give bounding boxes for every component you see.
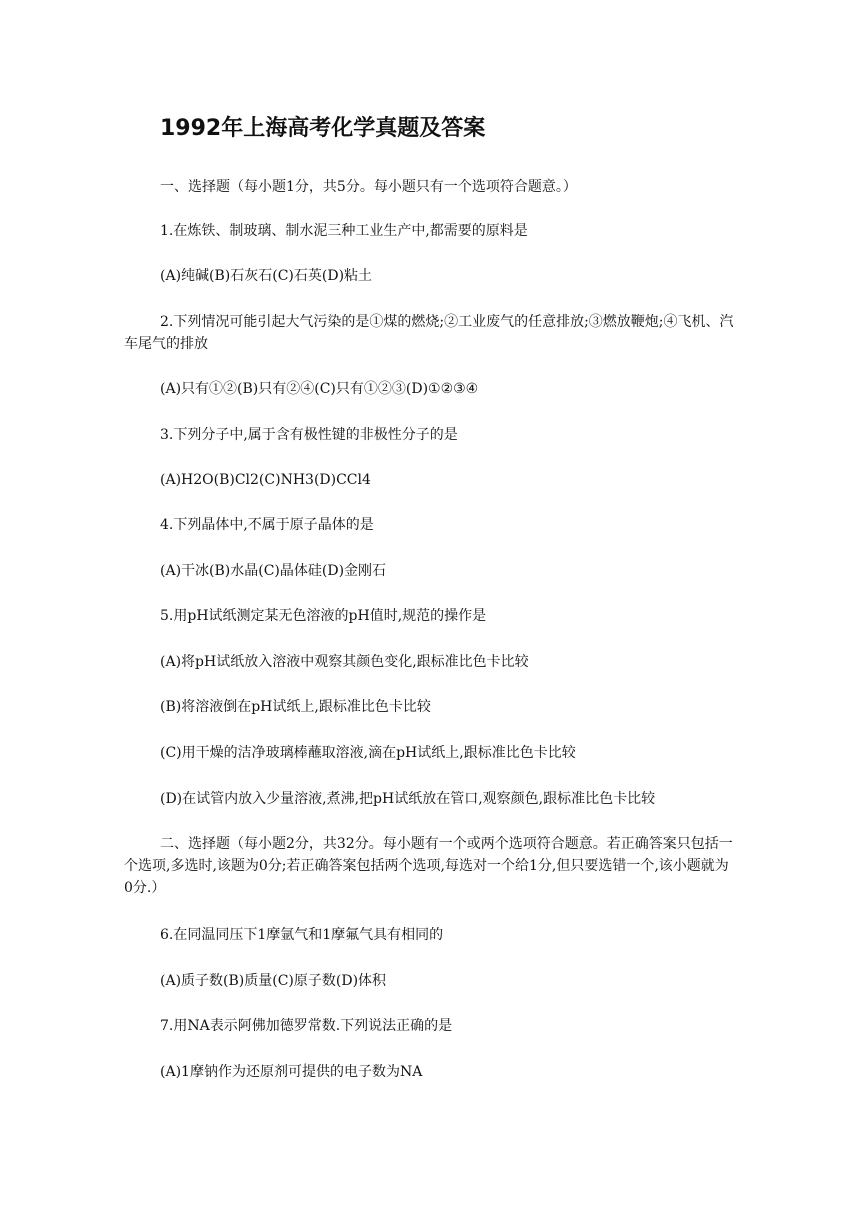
question-6: 6.在同温同压下1摩氩气和1摩氟气具有相同的 [160,927,444,943]
question-4-options: (A)干冰(B)水晶(C)晶体硅(D)金刚石 [160,563,387,579]
question-6-options: (A)质子数(B)质量(C)原子数(D)体积 [160,973,387,989]
question-2: 2.下列情况可能引起大气污染的是①煤的燃烧;②工业废气的任意排放;③燃放鞭炮;④飞机、汽车尾气的排放 [124,314,734,352]
question-5-option-c: (C)用干燥的洁净玻璃棒蘸取溶液,滴在pH试纸上,跟标准比色卡比较 [160,745,576,761]
question-1: 1.在炼铁、制玻璃、制水泥三种工业生产中,都需要的原料是 [160,223,528,239]
question-7: 7.用NA表示阿佛加德罗常数.下列说法正确的是 [160,1018,453,1034]
question-3: 3.下列分子中,属于含有极性键的非极性分子的是 [160,427,458,443]
section1-header: 一、选择题（每小题1分，共5分。每小题只有一个选项符合题意。） [160,179,577,195]
question-2-options: (A)只有①②(B)只有②④(C)只有①②③(D)①②③④ [160,381,479,397]
section2-header: 二、选择题（每小题2分，共32分。每小题有一个或两个选项符合题意。若正确答案只包括一个选项,多选时,该题为0分;若正确答案包括两个选项,每选对一个给1分,但只要选错一个,该小题就为0分.） [124,836,733,896]
question-1-options: (A)纯碱(B)石灰石(C)石英(D)粘土 [160,268,373,284]
question-3-options: (A)H2O(B)Cl2(C)NH3(D)CCl4 [160,472,371,488]
question-7-option-a: (A)1摩钠作为还原剂可提供的电子数为NA [160,1064,423,1080]
question-5-option-a: (A)将pH试纸放入溶液中观察其颜色变化,跟标准比色卡比较 [160,654,529,670]
document-title: 1992年上海高考化学真题及答案 [160,116,486,141]
question-5-option-b: (B)将溶液倒在pH试纸上,跟标准比色卡比较 [160,699,431,715]
question-5: 5.用pH试纸测定某无色溶液的pH值时,规范的操作是 [160,608,487,624]
question-4: 4.下列晶体中,不属于原子晶体的是 [160,517,374,533]
question-5-option-d: (D)在试管内放入少量溶液,煮沸,把pH试纸放在管口,观察颜色,跟标准比色卡比较 [160,791,656,807]
